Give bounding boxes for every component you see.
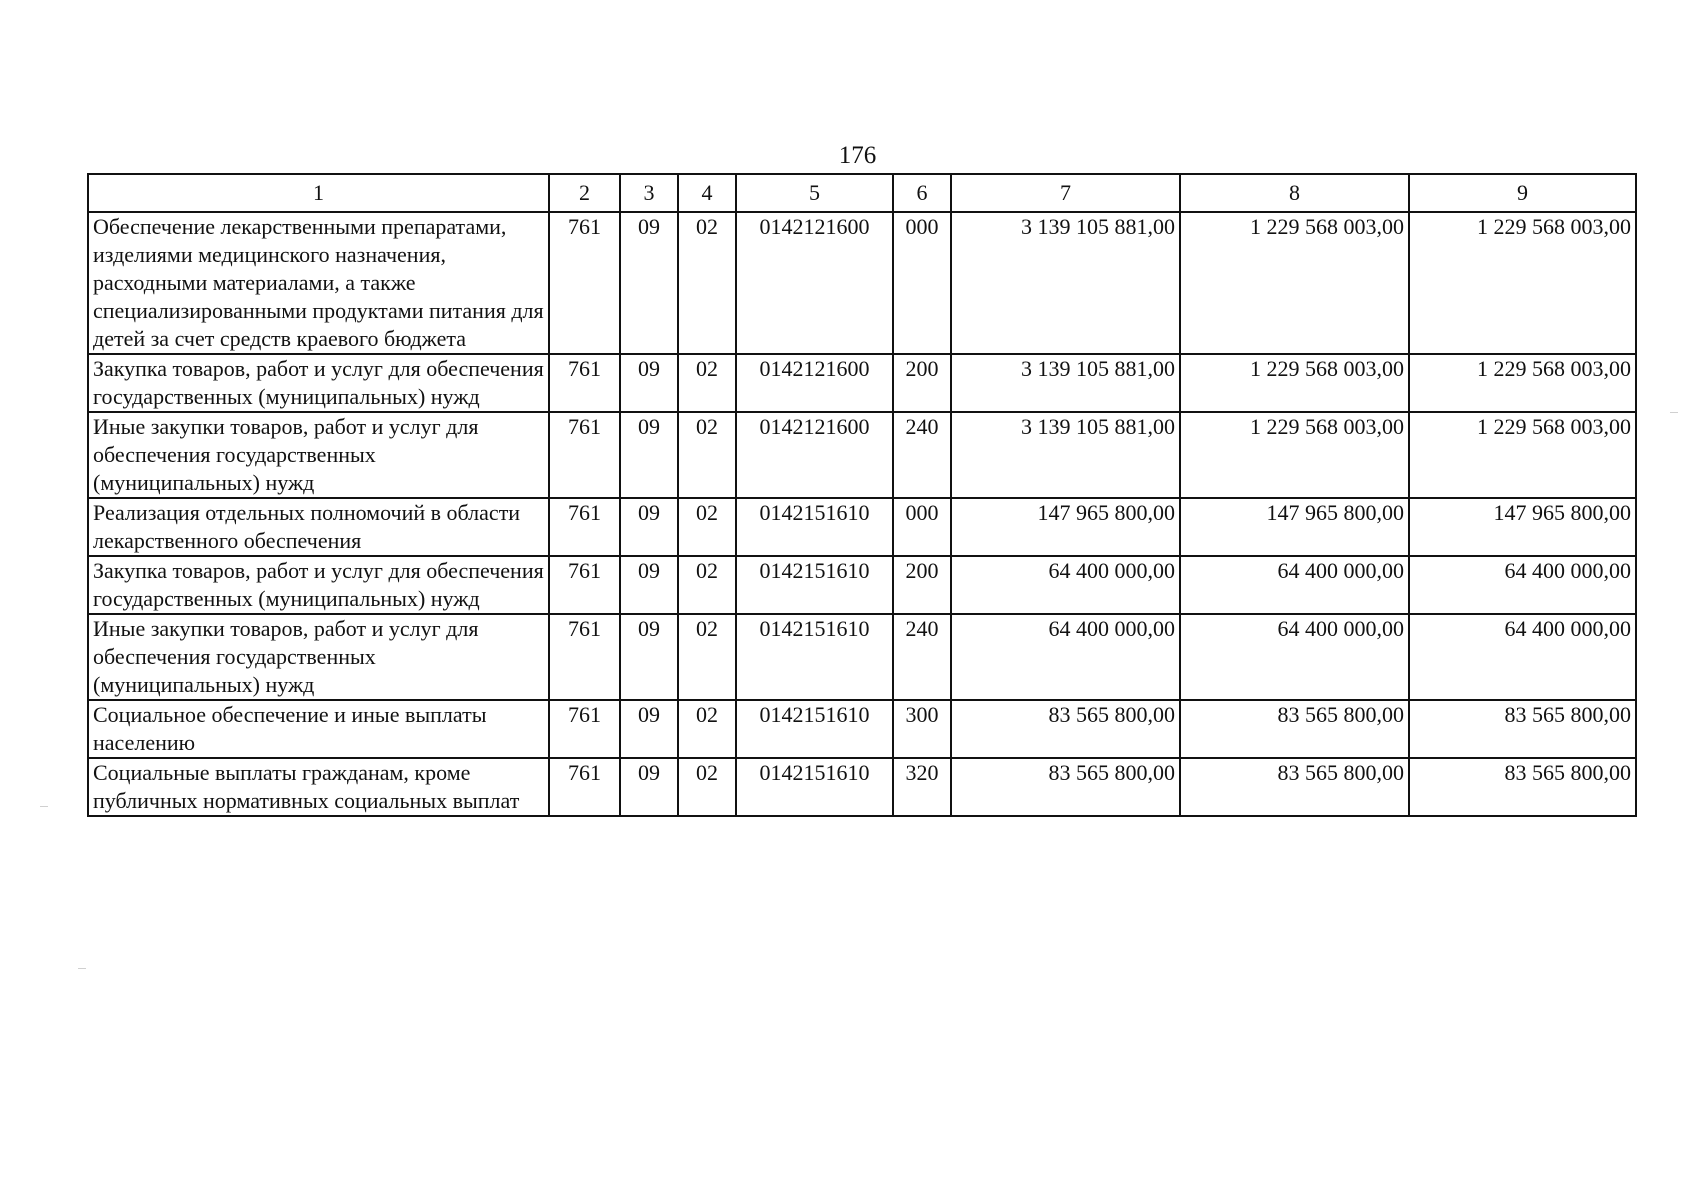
row-code-4: 02 (678, 758, 736, 816)
table-row (88, 758, 1636, 816)
scan-mark (78, 968, 86, 969)
row-code-2: 761 (549, 700, 620, 758)
header-col-6: 6 (893, 174, 951, 212)
row-amount-8: 83 565 800,00 (1180, 758, 1409, 816)
row-amount-9: 83 565 800,00 (1409, 700, 1636, 758)
row-amount-7: 3 139 105 881,00 (951, 212, 1180, 354)
row-code-5: 0142151610 (736, 498, 893, 556)
row-name: Иные закупки товаров, работ и услуг для обеспечения государственных (муниципальных) нужд (88, 614, 549, 700)
table-row (88, 354, 1636, 412)
row-amount-9: 1 229 568 003,00 (1409, 412, 1636, 498)
row-code-2: 761 (549, 212, 620, 354)
row-amount-8: 1 229 568 003,00 (1180, 412, 1409, 498)
row-amount-7: 3 139 105 881,00 (951, 412, 1180, 498)
row-code-3: 09 (620, 498, 678, 556)
row-amount-8: 147 965 800,00 (1180, 498, 1409, 556)
row-code-2: 761 (549, 614, 620, 700)
header-col-9: 9 (1409, 174, 1636, 212)
row-amount-7: 147 965 800,00 (951, 498, 1180, 556)
row-code-2: 761 (549, 498, 620, 556)
row-code-4: 02 (678, 556, 736, 614)
row-amount-7: 83 565 800,00 (951, 700, 1180, 758)
row-amount-9: 1 229 568 003,00 (1409, 354, 1636, 412)
budget-table (87, 173, 1637, 817)
header-col-8: 8 (1180, 174, 1409, 212)
row-code-4: 02 (678, 354, 736, 412)
row-amount-7: 3 139 105 881,00 (951, 354, 1180, 412)
row-code-2: 761 (549, 758, 620, 816)
header-col-7: 7 (951, 174, 1180, 212)
row-code-3: 09 (620, 758, 678, 816)
row-name: Социальное обеспечение и иные выплаты населению (88, 700, 549, 758)
header-col-3: 3 (620, 174, 678, 212)
row-name: Закупка товаров, работ и услуг для обеспечения государственных (муниципальных) нужд (88, 556, 549, 614)
row-code-6: 000 (893, 212, 951, 354)
row-code-6: 300 (893, 700, 951, 758)
row-amount-9: 83 565 800,00 (1409, 758, 1636, 816)
row-amount-9: 147 965 800,00 (1409, 498, 1636, 556)
scan-mark (40, 806, 48, 807)
table-row (88, 212, 1636, 354)
row-name: Иные закупки товаров, работ и услуг для обеспечения государственных (муниципальных) нужд (88, 412, 549, 498)
row-code-5: 0142121600 (736, 354, 893, 412)
row-amount-8: 64 400 000,00 (1180, 556, 1409, 614)
row-amount-9: 64 400 000,00 (1409, 614, 1636, 700)
table-row (88, 614, 1636, 700)
row-amount-8: 1 229 568 003,00 (1180, 212, 1409, 354)
row-amount-7: 83 565 800,00 (951, 758, 1180, 816)
row-code-6: 320 (893, 758, 951, 816)
row-name: Закупка товаров, работ и услуг для обеспечения государственных (муниципальных) нужд (88, 354, 549, 412)
row-code-3: 09 (620, 412, 678, 498)
row-code-3: 09 (620, 556, 678, 614)
row-code-2: 761 (549, 556, 620, 614)
row-code-6: 000 (893, 498, 951, 556)
row-code-4: 02 (678, 498, 736, 556)
header-col-4: 4 (678, 174, 736, 212)
scan-mark (1670, 412, 1678, 413)
row-code-6: 240 (893, 614, 951, 700)
row-code-3: 09 (620, 354, 678, 412)
row-code-6: 200 (893, 354, 951, 412)
table-row (88, 700, 1636, 758)
row-amount-8: 64 400 000,00 (1180, 614, 1409, 700)
row-code-3: 09 (620, 700, 678, 758)
row-amount-9: 64 400 000,00 (1409, 556, 1636, 614)
row-code-4: 02 (678, 700, 736, 758)
row-code-5: 0142151610 (736, 614, 893, 700)
row-amount-8: 1 229 568 003,00 (1180, 354, 1409, 412)
page-number: 176 (838, 142, 877, 169)
row-name: Реализация отдельных полномочий в области лекарственного обеспечения (88, 498, 549, 556)
row-amount-8: 83 565 800,00 (1180, 700, 1409, 758)
row-code-2: 761 (549, 354, 620, 412)
table-row (88, 498, 1636, 556)
row-code-5: 0142121600 (736, 412, 893, 498)
row-code-2: 761 (549, 412, 620, 498)
row-code-6: 200 (893, 556, 951, 614)
row-code-4: 02 (678, 412, 736, 498)
row-name: Обеспечение лекарственными препаратами, изделиями медицинского назначения, расходными материалами, а также специализированными продуктами питания для детей за счет средств краевого бюджета (88, 212, 549, 354)
row-code-5: 0142151610 (736, 556, 893, 614)
row-code-4: 02 (678, 212, 736, 354)
header-row (88, 174, 1636, 212)
row-code-4: 02 (678, 614, 736, 700)
header-col-5: 5 (736, 174, 893, 212)
row-code-5: 0142151610 (736, 700, 893, 758)
row-code-6: 240 (893, 412, 951, 498)
row-name: Социальные выплаты гражданам, кроме публичных нормативных социальных выплат (88, 758, 549, 816)
table-row (88, 556, 1636, 614)
row-amount-7: 64 400 000,00 (951, 614, 1180, 700)
row-amount-9: 1 229 568 003,00 (1409, 212, 1636, 354)
row-code-5: 0142121600 (736, 212, 893, 354)
table-row (88, 412, 1636, 498)
header-col-2: 2 (549, 174, 620, 212)
header-col-1: 1 (88, 174, 549, 212)
row-code-5: 0142151610 (736, 758, 893, 816)
row-amount-7: 64 400 000,00 (951, 556, 1180, 614)
row-code-3: 09 (620, 212, 678, 354)
row-code-3: 09 (620, 614, 678, 700)
